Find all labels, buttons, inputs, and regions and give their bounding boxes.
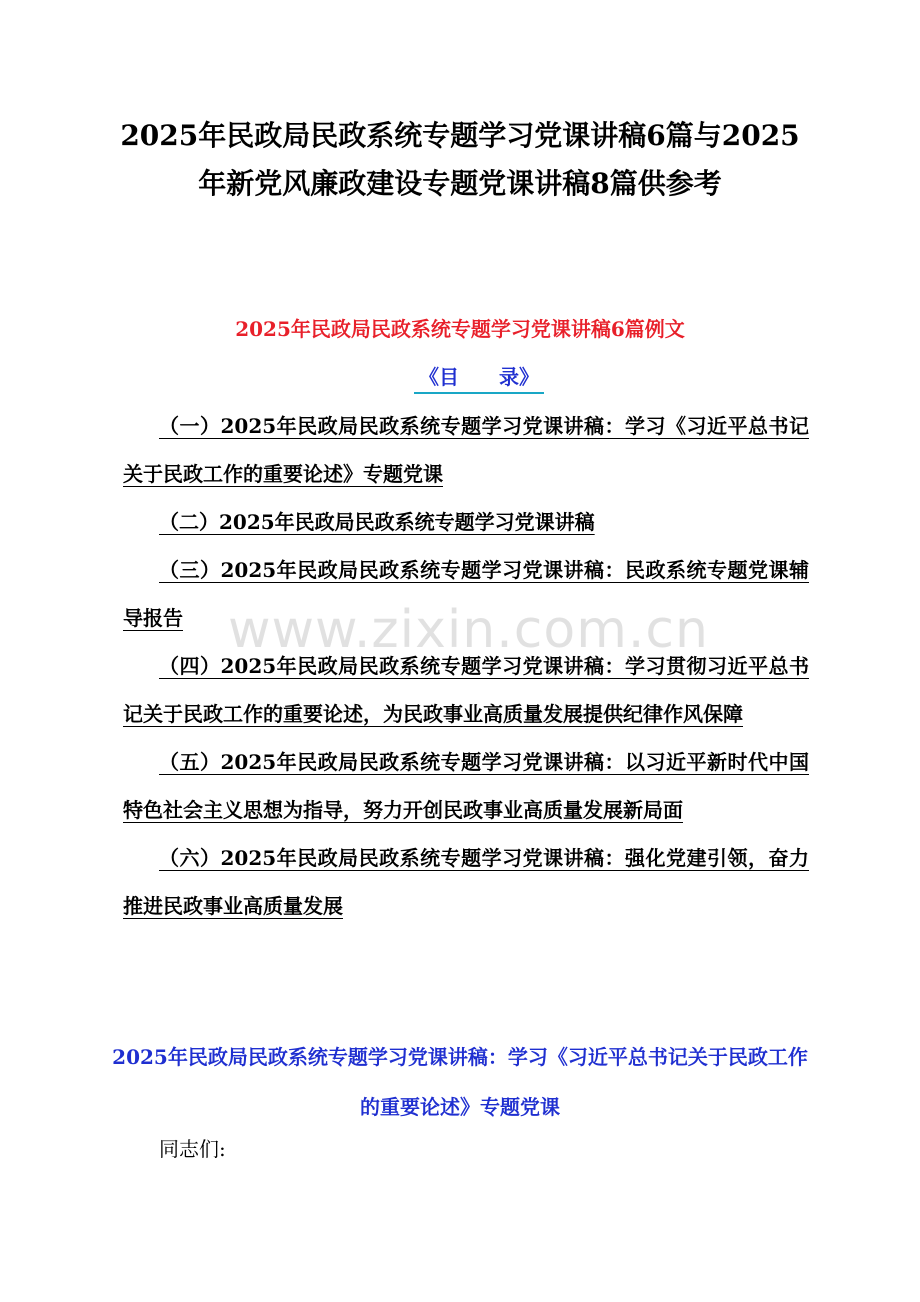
toc-heading-right: 录》 — [499, 365, 539, 389]
toc-link[interactable]: （六）2025年民政局民政系统专题学习党课讲稿：强化党建引领，奋力推进民政事业高质量发展 — [123, 846, 809, 918]
table-of-contents — [123, 402, 809, 930]
toc-item-3[interactable] — [123, 546, 809, 642]
section-heading: 2025年民政局民政系统专题学习党课讲稿6篇例文 — [235, 317, 685, 341]
toc-link[interactable]: （三）2025年民政局民政系统专题学习党课讲稿：民政系统专题党课辅导报告 — [123, 558, 809, 630]
salutation: 同志们: — [159, 1137, 226, 1161]
toc-item-6[interactable] — [123, 834, 809, 930]
toc-link[interactable]: （二）2025年民政局民政系统专题学习党课讲稿 — [159, 510, 595, 534]
article-title: 2025年民政局民政系统专题学习党课讲稿：学习《习近平总书记关于民政工作的重要论述》专题党课 — [112, 1045, 808, 1119]
toc-link[interactable]: （五）2025年民政局民政系统专题学习党课讲稿：以习近平新时代中国特色社会主义思想为指导，努力开创民政事业高质量发展新局面 — [123, 750, 809, 822]
toc-heading-left: 《目 — [419, 365, 459, 389]
toc-link[interactable]: （一）2025年民政局民政系统专题学习党课讲稿：学习《习近平总书记关于民政工作的重要论述》专题党课 — [123, 414, 809, 486]
toc-item-5[interactable] — [123, 738, 809, 834]
toc-link[interactable]: （四）2025年民政局民政系统专题学习党课讲稿：学习贯彻习近平总书记关于民政工作的重要论述，为民政事业高质量发展提供纪律作风保障 — [123, 654, 809, 726]
toc-item-1[interactable] — [123, 402, 809, 498]
document-title: 2025年民政局民政系统专题学习党课讲稿6篇与2025年新党风廉政建设专题党课讲稿8篇供参考 — [120, 119, 800, 200]
watermark: www.zixin.com.cn — [228, 600, 709, 660]
toc-item-2[interactable] — [123, 498, 809, 546]
toc-item-4[interactable] — [123, 642, 809, 738]
toc-heading[interactable] — [414, 362, 544, 394]
